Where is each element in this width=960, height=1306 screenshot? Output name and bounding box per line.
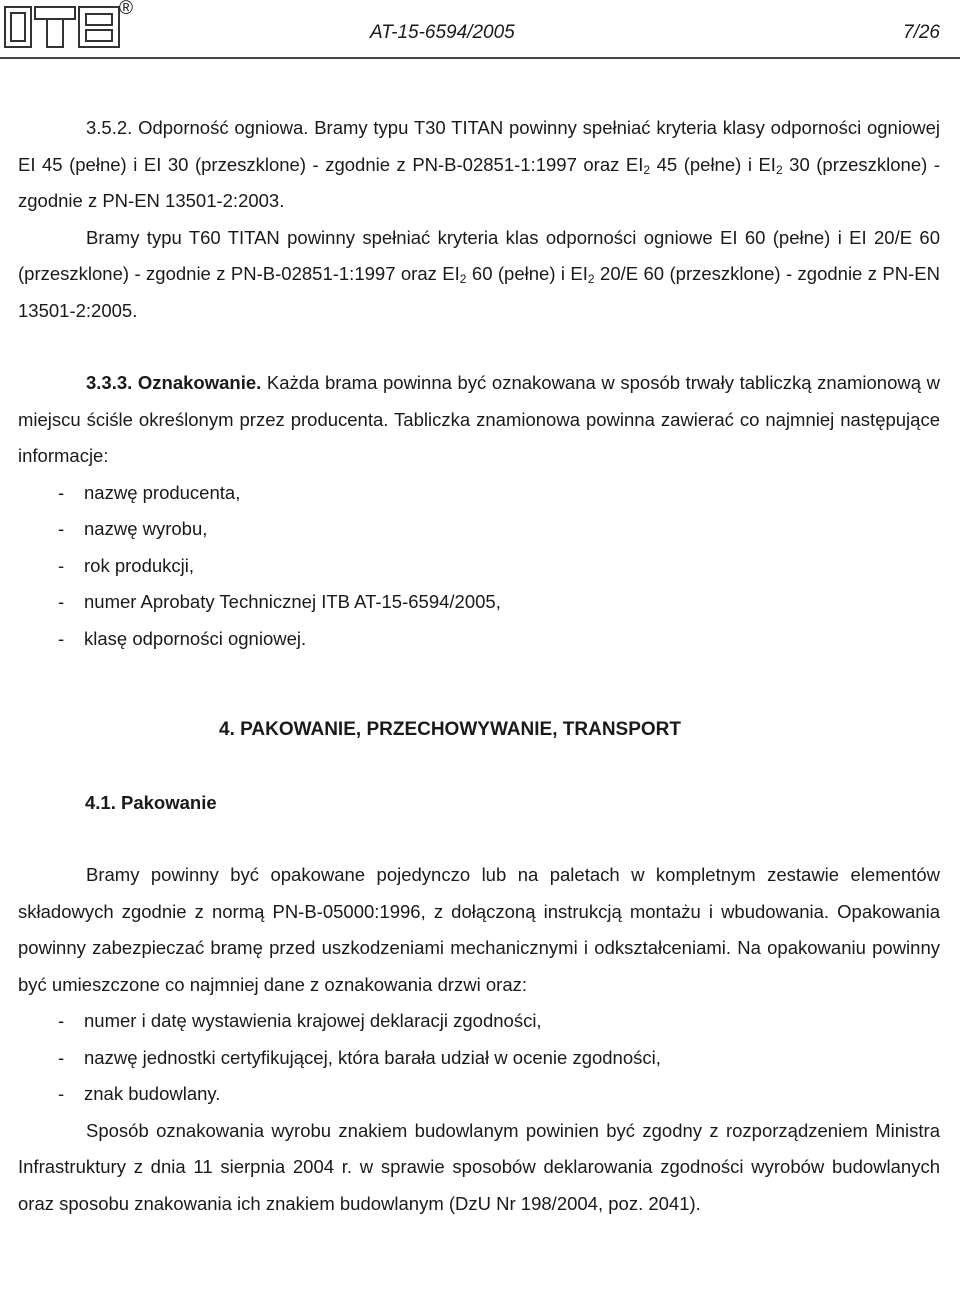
list-dash: -	[58, 627, 65, 649]
list-dash: -	[58, 518, 65, 539]
list-dash: -	[58, 1083, 65, 1104]
subscript: 2	[643, 162, 651, 177]
list-dash: -	[58, 1010, 65, 1031]
document-number: AT-15-6594/2005	[370, 22, 515, 43]
list-item	[18, 1003, 940, 1040]
nameplate-info-list	[18, 475, 940, 658]
list-dash: -	[58, 554, 65, 576]
text-fragment: 60 (pełne) i EI	[466, 263, 588, 284]
itb-logo	[4, 4, 122, 50]
list-item	[18, 511, 940, 548]
list-item	[18, 475, 940, 512]
list-dash: -	[58, 591, 65, 612]
section-4-title: 4. PAKOWANIE, PRZECHOWYWANIE, TRANSPORT	[219, 719, 682, 740]
list-item-text: numer i datę wystawienia krajowej deklaracji zgodności,	[84, 1010, 542, 1031]
list-item-text: numer Aprobaty Technicznej ITB AT-15-6594/2005,	[84, 591, 501, 612]
registered-trademark: ®	[119, 0, 133, 19]
page-header	[0, 0, 960, 60]
section-3-5-2-heading: 3.5.2. Odporność ogniowa.	[86, 117, 309, 138]
page-number: 7/26	[903, 22, 940, 43]
list-item	[18, 548, 940, 585]
list-item-text: znak budowlany.	[84, 1083, 221, 1104]
subscript: 2	[459, 272, 467, 286]
packaging-paragraph: Bramy powinny być opakowane pojedynczo lub na paletach w kompletnym zestawie elementów składowych zgodnie z normą PN-B-05000:1996, z dołączoną instrukcją montażu i wbudowania. Opakowania powinny zabezpieczać bramę przed uszkodzeniami mechanicznymi i odkształceniami. Na opakowaniu powinny być umieszczone co najmniej dane z oznakowania drzwi oraz:	[18, 864, 940, 995]
text-fragment: Każda brama powinna być oznakowana w sposób trwały tabliczką znamionową w miejscu ściśle określonym przez producenta. Tabliczka znamionowa powinna zawierać co najmniej następujące informacje:	[18, 372, 940, 466]
list-item-text: nazwę jednostki certyfikującej, która barała udział w ocenie zgodności,	[84, 1046, 661, 1068]
document-body	[18, 110, 940, 1222]
list-dash: -	[58, 481, 65, 503]
itb-logo-graphic	[4, 4, 122, 50]
text-fragment: 30 (przeszklone) - zgodnie z PN-EN 13501-2:2003.	[18, 153, 940, 211]
subscript: 2	[775, 162, 783, 177]
text-fragment: Bramy typu T30 TITAN powinny spełniać kryteria klasy odporności ogniowej EI 45 (pełne) i EI 30 (przeszklone) - zgodnie z PN-B-02851-1:1997 oraz EI	[18, 117, 940, 175]
packaging-info-list	[18, 1003, 940, 1113]
subscript: 2	[587, 272, 595, 286]
list-item-text: nazwę producenta,	[84, 481, 241, 503]
t60-paragraph	[18, 220, 940, 330]
list-item-text: klasę odporności ogniowej.	[84, 627, 307, 649]
list-item	[18, 584, 940, 621]
marking-paragraph: Sposób oznakowania wyrobu znakiem budowlanym powinien być zgodny z rozporządzeniem Ministra Infrastruktury z dnia 11 sierpnia 2004 r. w sprawie sposobów deklarowania zgodności wyrobów budowlanych oraz sposobu znakowania ich znakiem budowlanym (DzU Nr 198/2004, poz. 2041).	[18, 1119, 940, 1214]
text-fragment: 45 (pełne) i EI	[650, 153, 776, 175]
section-3-3-3-heading: 3.3.3. Oznakowanie.	[86, 372, 262, 393]
list-item	[18, 1040, 940, 1077]
list-item-text: nazwę wyrobu,	[84, 518, 208, 539]
section-3-5-2-paragraph	[18, 110, 940, 220]
text-fragment: 20/E 60 (przeszklone) - zgodnie z PN-EN 13501-2:2005.	[18, 263, 940, 321]
list-item	[18, 621, 940, 658]
section-4-1-title: 4.1. Pakowanie	[85, 791, 217, 813]
list-item	[18, 1076, 940, 1113]
section-3-3-3-paragraph	[18, 365, 940, 475]
list-item-text: rok produkcji,	[84, 554, 195, 576]
header-divider	[0, 57, 960, 59]
list-dash: -	[58, 1046, 65, 1068]
text-fragment: Bramy typu T60 TITAN powinny spełniać kryteria klas odporności ogniowe EI 60 (pełne) i EI 20/E 60 (przeszklone) - zgodnie z PN-B-02851-1:1997 oraz EI	[18, 226, 940, 284]
